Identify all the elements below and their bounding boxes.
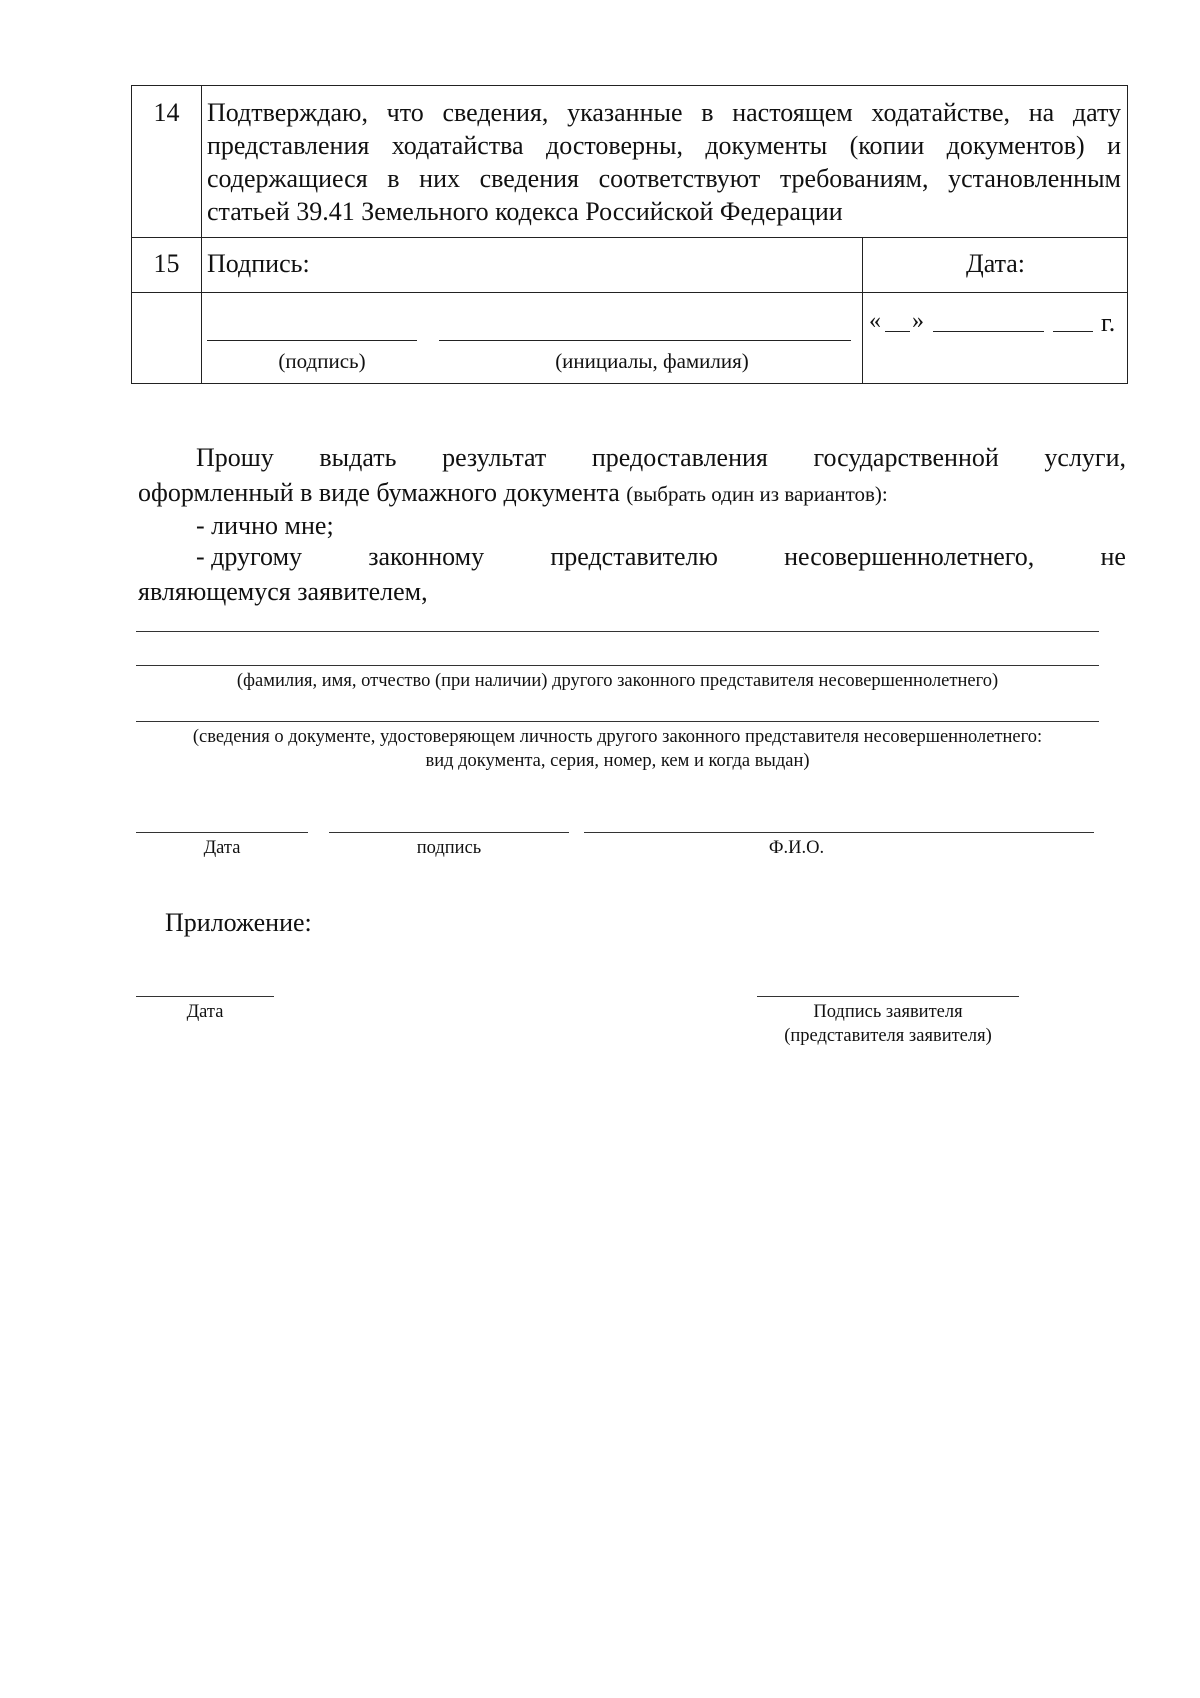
option-other-representative-cont: являющемуся заявителем, — [138, 577, 428, 606]
word: выдать — [319, 443, 397, 472]
confirmation-table — [131, 85, 1128, 384]
word: несовершеннолетнего, — [784, 542, 1035, 571]
table-row-divider — [132, 292, 1127, 293]
request-line-1 — [196, 443, 1126, 473]
date-month-line[interactable] — [933, 331, 1044, 332]
word: - другому — [196, 542, 303, 571]
date-open-quote: « — [869, 308, 881, 334]
date-day-line[interactable] — [885, 331, 910, 332]
word: не — [1100, 542, 1126, 571]
confirmation-text — [207, 96, 1121, 228]
name-caption: (инициалы, фамилия) — [555, 349, 749, 373]
signature-caption: (подпись) — [278, 349, 366, 373]
sign-block-fio-line[interactable] — [584, 832, 1094, 833]
footer-signature-label: Подпись заявителя — [813, 1002, 963, 1022]
row-number-14: 14 — [153, 98, 180, 127]
document-note-line-2: вид документа, серия, номер, кем и когда выдан) — [425, 751, 810, 771]
word: результат — [442, 443, 547, 472]
date-close-quote: » — [912, 308, 924, 334]
option-personally: - лично мне; — [196, 511, 334, 540]
fio-note: (фамилия, имя, отчество (при наличии) другого законного представителя несовершеннолетнего) — [236, 671, 999, 691]
confirmation-line: представления ходатайства достоверны, документы (копии документов) и — [207, 131, 1121, 160]
row-number-15: 15 — [153, 249, 180, 278]
request-line-2 — [138, 476, 888, 511]
confirmation-line: Подтверждаю, что сведения, указанные в настоящем ходатайстве, на дату — [207, 98, 1121, 127]
date-label: Дата: — [965, 249, 1026, 278]
word: представителю — [550, 542, 718, 571]
date-year-line[interactable] — [1053, 331, 1093, 332]
word: Прошу — [196, 443, 274, 472]
sign-block-signature-label: подпись — [416, 838, 482, 858]
representative-document-line[interactable] — [136, 721, 1099, 722]
word: законному — [368, 542, 485, 571]
request-choice-note: (выбрать один из вариантов): — [626, 482, 888, 506]
sign-block-date-line[interactable] — [136, 832, 308, 833]
confirmation-line: содержащиеся в них сведения соответствуют требованиям, установленным — [207, 164, 1121, 193]
footer-date-line[interactable] — [136, 996, 274, 997]
document-note-line-1: (сведения о документе, удостоверяющем личность другого законного представителя несовершеннолетнего: — [192, 727, 1043, 747]
representative-fill-line[interactable] — [136, 631, 1099, 632]
sign-block-fio-label: Ф.И.О. — [768, 838, 825, 858]
signature-label: Подпись: — [207, 249, 310, 278]
option-other-representative — [196, 542, 1126, 572]
footer-signature-sub: (представителя заявителя) — [784, 1026, 992, 1046]
table-column-divider — [862, 237, 863, 383]
confirmation-line: статьей 39.41 Земельного кодекса Российской Федерации — [207, 197, 843, 226]
signature-line[interactable] — [207, 340, 417, 341]
request-text: оформленный в виде бумажного документа — [138, 478, 620, 507]
attachment-label: Приложение: — [165, 908, 312, 937]
word: предоставления — [591, 443, 768, 472]
word: услуги, — [1044, 443, 1126, 472]
table-column-divider — [201, 86, 202, 383]
sign-block-date-label: Дата — [203, 838, 241, 858]
representative-fio-line[interactable] — [136, 665, 1099, 666]
footer-signature-line[interactable] — [757, 996, 1019, 997]
table-row-divider — [132, 237, 1127, 238]
initials-surname-line[interactable] — [439, 340, 851, 341]
sign-block-signature-line[interactable] — [329, 832, 569, 833]
footer-date-label: Дата — [186, 1002, 224, 1022]
word: государственной — [813, 443, 999, 472]
year-suffix: г. — [1101, 308, 1116, 337]
